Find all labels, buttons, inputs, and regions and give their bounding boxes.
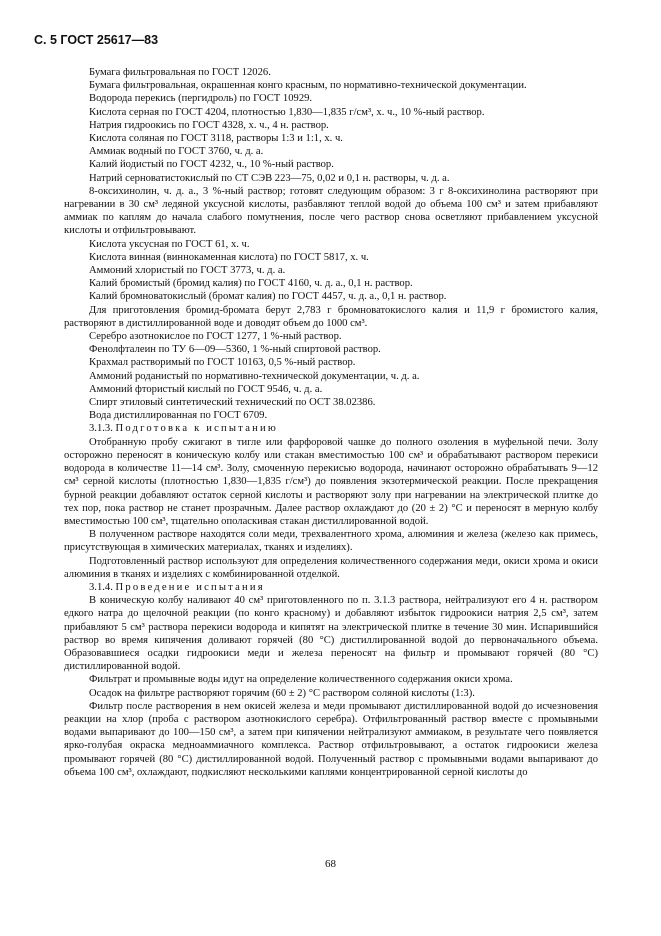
section-3-1-3-text xyxy=(64,436,598,581)
paragraph: Подготовленный раствор используют для определения количественного содержания меди, окиси хрома и окиси алюминия в тканях и изделиях с комбинированной отделкой. xyxy=(64,555,598,580)
paragraph: Для приготовления бромид-бромата берут 2,783 г бромноватокислого калия и 11,9 г бромистого калия, растворяют в дистиллированной воде и доводят объем до 1000 см³. xyxy=(64,304,598,329)
paragraph: Вода дистиллированная по ГОСТ 6709. xyxy=(89,410,268,422)
paragraph: Спирт этиловый синтетический технический по ОСТ 38.02386. xyxy=(89,397,376,409)
paragraph: Аммиак водный по ГОСТ 3760, ч. д. а. xyxy=(89,146,264,158)
page-header: С. 5 ГОСТ 25617—83 xyxy=(34,33,159,47)
paragraph: Натрия гидроокись по ГОСТ 4328, х. ч., 4 н. раствор. xyxy=(89,119,329,131)
paragraph: 8-оксихинолин, ч. д. а., 3 %-ный раствор; готовят следующим образом: 3 г 8-оксихинолина растворяют при нагревании в 30 см³ ледяной уксусной кислоты, разбавляют теплой водой до объема 100 см³ и затем прибавляют аммиак по каплям до начала слабого помутнения, после чего раствор снова осветляют прибавлением уксусной кислоты и отфильтровывают. xyxy=(64,185,598,237)
paragraph: В полученном растворе находятся соли меди, трехвалентного хрома, алюминия и железа (железо как примесь, присутствующая в химических материалах, тканях и изделиях). xyxy=(64,529,598,554)
paragraph: Кислота винная (виннокаменная кислота) по ГОСТ 5817, х. ч. xyxy=(89,251,369,263)
paragraph: Водорода перекись (пергидроль) по ГОСТ 10929. xyxy=(89,93,313,105)
paragraph: Калий бромноватокислый (бромат калия) по ГОСТ 4457, ч. д. а., 0,1 н. раствор. xyxy=(89,291,447,303)
paragraph: В коническую колбу наливают 40 см³ приготовленного по п. 3.1.3 раствора, нейтрализуют его 4 н. раствором едкого натра до щелочной реакции (по конго красному) и добавляют избыток гидроокиси натрия 2,5 см³, затем прибавляют 5 см³ раствора перекиси водорода и кипятят на электрической плитке в течение 30 мин. Испарившийся раствор во время кипячения доливают горячей (80 °С) дистиллированной водой до первоначального объема. Образовавшиеся осадки гидроокиси меди и железа переносят на фильтр и промывают горячей (80 °С) дистиллированной водой. xyxy=(64,595,598,673)
paragraph: Крахмал растворимый по ГОСТ 10163, 0,5 %-ный раствор. xyxy=(89,357,356,369)
paragraph: Калий йодистый по ГОСТ 4232, ч., 10 %-ный раствор. xyxy=(89,159,334,171)
paragraph: Кислота серная по ГОСТ 4204, плотностью 1,830—1,835 г/см³, х. ч., 10 %-ный раствор. xyxy=(89,106,485,118)
section-number: 3.1.3. xyxy=(89,423,113,435)
paragraph: Аммоний хлористый по ГОСТ 3773, ч. д. а. xyxy=(89,265,286,277)
paragraph: Бумага фильтровальная, окрашенная конго красным, по нормативно-технической документации. xyxy=(89,80,527,92)
document-body xyxy=(64,66,598,779)
paragraph: Кислота соляная по ГОСТ 3118, растворы 1:3 и 1:1, х. ч. xyxy=(89,133,343,145)
paragraph: Кислота уксусная по ГОСТ 61, х. ч. xyxy=(89,238,250,250)
section-title: Подготовка к испытанию xyxy=(115,423,278,435)
section-heading-3-1-4 xyxy=(64,581,598,594)
paragraph: Фильтрат и промывные воды идут на определение количественного содержания окиси хрома. xyxy=(89,674,513,686)
paragraph: Калий бромистый (бромид калия) по ГОСТ 4160, ч. д. а., 0,1 н. раствор. xyxy=(89,278,413,290)
paragraph: Отобранную пробу сжигают в тигле или фарфоровой чашке до полного озоления в муфельной печи. Золу осторожно переносят в коническую колбу или стакан вместимостью 100 см³ и обрабатывают раствором перекиси водорода в количестве 11—14 см³. Золу, смоченную перекисью водорода, начинают осторожно обрабатывать 9—12 см³ серной кислоты (плотностью 1,830—1,835 г/см³) до появления экзотермической реакции. После прекращения бурной реакции добавляют остаток серной кислоты и растворяют золу при нагревании на электрической плитке до тех пор, пока раствор не станет прозрачным. Далее раствор охлаждают до (20 ± 2) °С и переносят в мерную колбу вместимостью 100 см³, тщательно ополаскивая стакан дистиллированной водой. xyxy=(64,436,598,527)
section-3-1-4-text xyxy=(64,594,598,779)
page-number: 68 xyxy=(325,858,336,870)
paragraph: Фенолфталеин по ТУ 6—09—5360, 1 %-ный спиртовой раствор. xyxy=(89,344,381,356)
paragraph: Аммоний фтористый кислый по ГОСТ 9546, ч. д. а. xyxy=(89,383,323,395)
paragraph: Натрий серноватистокислый по СТ СЭВ 223—75, 0,02 и 0,1 н. растворы, ч. д. а. xyxy=(89,172,450,184)
paragraph: Осадок на фильтре растворяют горячим (60 ± 2) °С раствором соляной кислоты (1:3). xyxy=(89,687,475,699)
reagent-list xyxy=(64,66,598,422)
paragraph: Бумага фильтровальная по ГОСТ 12026. xyxy=(89,67,271,78)
section-title: Проведение испытания xyxy=(115,581,265,593)
paragraph: Аммоний роданистый по нормативно-технической документации, ч. д. а. xyxy=(89,370,420,382)
section-number: 3.1.4. xyxy=(89,581,113,593)
section-heading-3-1-3 xyxy=(64,422,598,435)
paragraph: Фильтр после растворения в нем окисей железа и меди промывают дистиллированной водой до исчезновения реакции на хлор (проба с раствором азотнокислого серебра). Отфильтрованный раствор вместе с промывными водами выпаривают до 100—150 см³, а затем при кипячении нейтрализуют аммиаком, в результате чего появляется ярко-голубая окраска медноаммиачного комплекса. Раствор отфильтровывают, а остаток гидроокиси железа промывают горячей (80 °С) дистиллированной водой. Полученный раствор с промывными водами выпаривают до объема 100 см³, охлаждают, подкисляют несколькими каплями концентрированной серной кислоты до xyxy=(64,700,598,778)
paragraph: Серебро азотнокислое по ГОСТ 1277, 1 %-ный раствор. xyxy=(89,331,342,343)
